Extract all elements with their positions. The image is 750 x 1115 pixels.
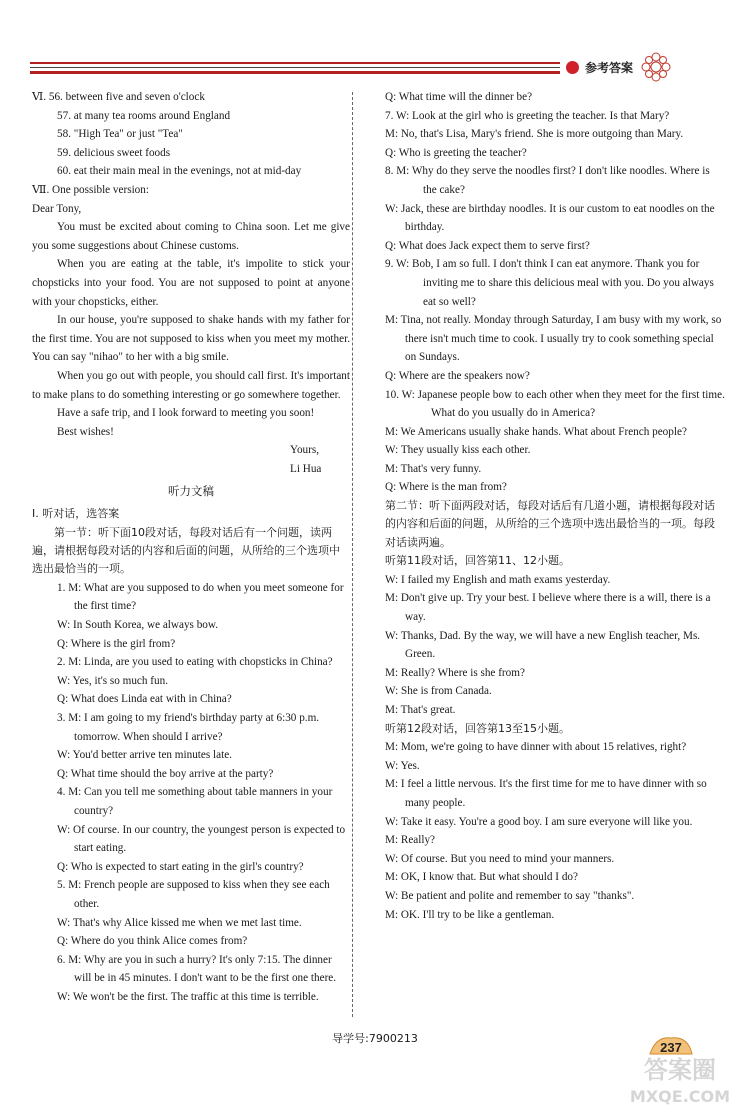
watermark-logo [618,1050,743,1110]
page-number: 237 [660,1040,682,1055]
answer-line: 57. at many tea rooms around England [57,109,231,122]
guide-number: 导学号:7900213 [332,1032,418,1045]
answer-line: 60. eat their main meal in the evenings, not at mid-day [57,165,302,178]
answer-line: Ⅵ. 56. between five and seven o'clock [32,91,205,103]
letter-greeting: Dear Tony, [32,202,82,215]
dialogue-line: M: Really? [385,834,436,847]
dialogue-line: W: In South Korea, we always bow. [57,619,219,632]
dialogue-line: 8. M: Why do they serve the noodles first? I don't like noodles. Where is the cake? [385,165,710,196]
dialogue-line: M: Really? Where is she from? [385,666,525,679]
answer-line: 59. delicious sweet foods [57,146,171,159]
letter-closing: Yours, [290,444,320,457]
right-column [385,88,725,924]
dialogue-line: 5. M: French people are supposed to kiss when they see each other. [57,879,330,910]
dialogue-line: Q: What does Jack expect them to serve first? [385,239,590,252]
answer-line: 58. "High Tea" or just "Tea" [57,128,183,141]
part-heading: Ⅰ. 听对话，选答案 [32,507,120,521]
dialogue-line: M: OK, I know that. But what should I do? [385,871,578,884]
watermark-site: MXQE.COM [629,1087,731,1106]
left-column [32,88,350,1007]
dialogue-line: Q: Where is the girl from? [57,637,176,650]
dialogue-line: 3. M: I am going to my friend's birthday party at 6:30 p.m. tomorrow. When should I arrive? [57,712,320,743]
dialogue-line: 9. W: Bob, I am so full. I don't think I can eat anymore. Thank you for inviting me to share this delicious meal with you. Do you always eat so well? [385,258,714,308]
dialogue-line: Q: What time will the dinner be? [385,91,533,103]
dialogue-line: M: Tina, not really. Monday through Saturday, I am busy with my work, so there isn't much time to cook. I usually try to cook something special on Sundays. [385,314,722,364]
dialogue-line: W: That's why Alice kissed me when we met last time. [57,916,302,929]
dialogue-line: M: Don't give up. Try your best. I believe where there is a will, there is a way. [385,592,711,624]
dialogue-line: W: They usually kiss each other. [385,444,531,457]
dialogue-line: 1. M: What are you supposed to do when you meet someone for the first time? [57,581,344,613]
dialogue-line: W: Be patient and polite and remember to say "thanks". [385,889,635,902]
dialogue-line: M: I feel a little nervous. It's the first time for me to have dinner with so many people. [385,778,707,809]
flower-ornament-icon [639,50,673,84]
dialogue-line: W: Yes. [385,759,420,772]
letter-signature: Li Hua [290,462,322,475]
dialogue-line: M: Mom, we're going to have dinner with about 15 relatives, right? [385,741,687,754]
sub-heading: 听第11段对话，回答第11、12小题。 [385,554,570,568]
sub-heading: 听第12段对话，回答第13至15小题。 [385,721,570,735]
letter-paragraph: When you go out with people, you should call first. It's important to make plans to do something interesting or go somewhere together. [32,369,350,401]
instruction: 第一节：听下面10段对话，每段对话后有一个问题，读两遍，请根据每段对话的内容和后面的问题，从所给的三个选项中选出最恰当的一项。 [32,525,340,576]
answer-line: Ⅶ. One possible version: [32,183,149,196]
letter-paragraph: Best wishes! [57,425,114,438]
dialogue-line: M: We Americans usually shake hands. What about French people? [385,425,687,438]
dialogue-line: 6. M: Why are you in such a hurry? It's only 7:15. The dinner will be in 45 minutes. I don't want to be the first one there. [57,953,337,985]
dialogue-line: W: Take it easy. You're a good boy. I am sure everyone will like you. [385,815,693,828]
dialogue-line: M: OK. I'll try to be like a gentleman. [385,908,555,921]
dialogue-line: 10. W: Japanese people bow to each other when they meet for the first time. What do you usually do in America? [385,388,725,420]
dialogue-line: W: Thanks, Dad. By the way, we will have a new English teacher, Ms. Green. [385,629,701,661]
dialogue-line: Q: Where are the speakers now? [385,369,530,382]
dialogue-line: W: I failed my English and math exams yesterday. [385,573,611,586]
dialogue-line: W: Yes, it's so much fun. [57,674,168,687]
letter-paragraph: You must be excited about coming to China soon. Let me give you some suggestions about Chinese customs. [32,221,350,252]
dialogue-line: M: That's very funny. [385,462,482,475]
dialogue-line: W: Of course. But you need to mind your manners. [385,852,615,865]
dialogue-line: 2. M: Linda, are you used to eating with chopsticks in China? [57,656,333,669]
dialogue-line: Q: Where is the man from? [385,481,507,494]
dialogue-line: W: She is from Canada. [385,685,492,698]
dialogue-line: Q: Who is greeting the teacher? [385,146,527,159]
red-dot-icon [566,61,579,74]
dialogue-line: W: We won't be the first. The traffic at this time is terrible. [57,990,319,1003]
dialogue-line: Q: Who is expected to start eating in the girl's country? [57,860,304,873]
dialogue-line: M: No, that's Lisa, Mary's friend. She is more outgoing than Mary. [385,128,684,141]
dialogue-line: 7. W: Look at the girl who is greeting the teacher. Is that Mary? [385,109,670,122]
header-badge [566,54,696,80]
letter-paragraph: When you are eating at the table, it's impolite to stick your chopsticks into your food. You are not supposed to point at anyone with your chopsticks, either. [32,258,350,308]
dialogue-line: Q: What does Linda eat with in China? [57,693,232,706]
header-rule [30,62,560,76]
dialogue-line: W: Of course. In our country, the youngest person is expected to start eating. [57,823,346,855]
dialogue-line: Q: Where do you think Alice comes from? [57,935,248,948]
header-label: 参考答案 [585,60,634,75]
column-divider [352,92,353,1017]
dialogue-line: Q: What time should the boy arrive at the party? [57,767,274,780]
section-title: 听力文稿 [168,484,214,499]
dialogue-line: 4. M: Can you tell me something about table manners in your country? [57,786,333,817]
watermark-text: 答案圈 [644,1056,716,1084]
dialogue-line: W: Jack, these are birthday noodles. It is our custom to eat noodles on the birthday. [385,202,715,234]
dialogue-line: W: You'd better arrive ten minutes late. [57,749,232,762]
letter-paragraph: In our house, you're supposed to shake hands with my father for the first time. You are not supposed to kiss when you meet my mother. You can say "nihao" to her with a big smile. [32,314,350,364]
instruction: 第二节：听下面两段对话，每段对话后有几道小题，请根据每段对话的内容和后面的问题，从所给的三个选项中选出最恰当的一项。每段对话读两遍。 [385,499,715,549]
letter-paragraph: Have a safe trip, and I look forward to meeting you soon! [57,407,315,420]
dialogue-line: M: That's great. [385,704,456,717]
